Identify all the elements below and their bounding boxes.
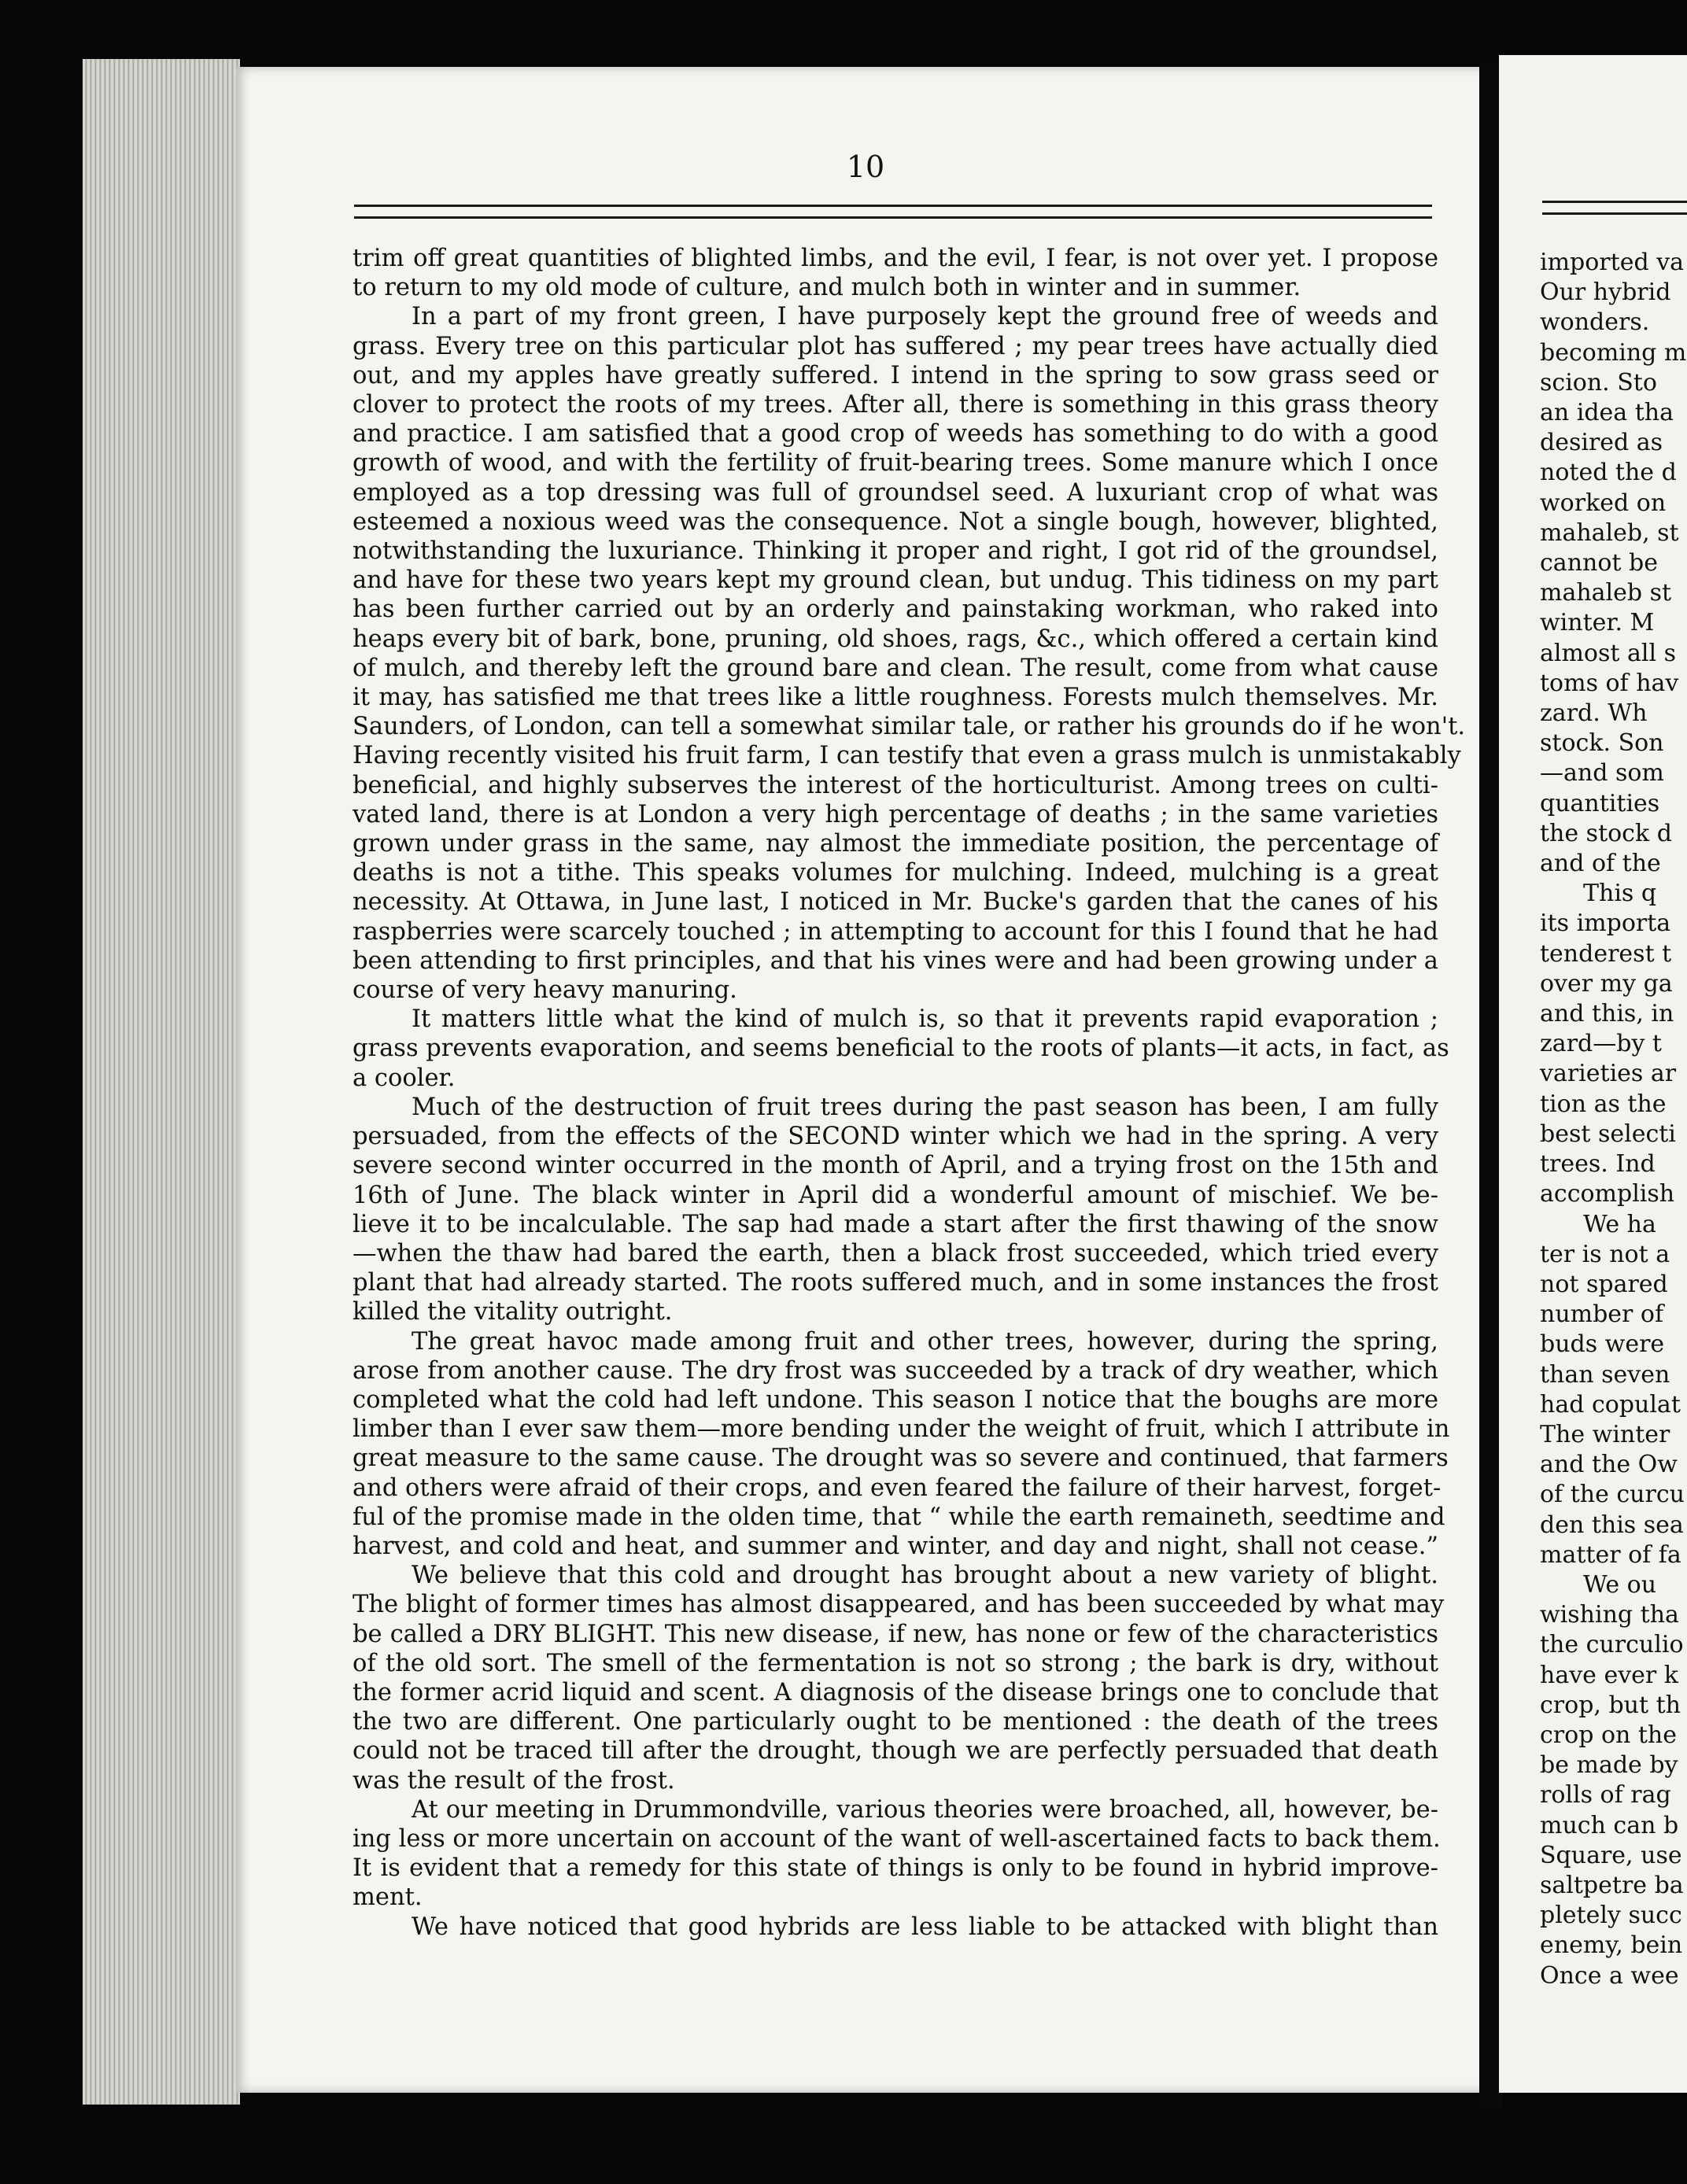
- text-line: clover to protect the roots of my trees. After all, there is something in this grass theory: [353, 391, 1438, 419]
- text-line: scion. Sto: [1540, 368, 1657, 397]
- text-line: raspberries were scarcely touched ; in attempting to account for this I found that he had: [353, 917, 1438, 946]
- text-line: saltpetre ba: [1540, 1871, 1684, 1899]
- text-line: noted the d: [1540, 459, 1677, 487]
- text-line: of the old sort. The smell of the fermentation is not so strong ; the bark is dry, without: [353, 1649, 1438, 1677]
- book-page-edges: [83, 59, 240, 2105]
- text-line: the two are different. One particularly ought to be mentioned : the death of the trees: [353, 1708, 1438, 1736]
- text-line: completed what the cold had left undone. This season I notice that the boughs are more: [353, 1385, 1438, 1414]
- text-line: winter. M: [1540, 609, 1655, 637]
- text-line: We ha: [1583, 1210, 1656, 1238]
- text-line: esteemed a noxious weed was the consequence. Not a single bough, however, blighted,: [353, 507, 1438, 536]
- text-line: and practice. I am satisfied that a good crop of weeds has something to do with a good: [353, 420, 1438, 448]
- text-line: We have noticed that good hybrids are less liable to be attacked with blight than: [412, 1913, 1438, 1941]
- text-line: tion as the: [1540, 1090, 1667, 1118]
- text-line: growth of wood, and with the fertility of fruit-bearing trees. Some manure which I once: [353, 449, 1438, 478]
- page-number: 10: [846, 149, 885, 184]
- text-line: toms of hav: [1540, 669, 1679, 697]
- text-line: varieties ar: [1540, 1060, 1677, 1088]
- text-line: buds were: [1540, 1330, 1665, 1359]
- text-line: Much of the destruction of fruit trees during the past season has been, I am fully: [412, 1093, 1438, 1121]
- text-line: We believe that this cold and drought has brought about a new variety of blight.: [412, 1562, 1438, 1590]
- text-line: limber than I ever saw them—more bending under the weight of fruit, which I attribute in: [353, 1415, 1450, 1444]
- text-line: The blight of former times has almost disappeared, and has been succeeded by what may: [353, 1591, 1445, 1619]
- right-header-double-rule: [1542, 201, 1687, 215]
- text-line: imported va: [1540, 249, 1685, 276]
- text-line: zard—by t: [1540, 1030, 1662, 1058]
- text-line: and have for these two years kept my ground clean, but undug. This tidiness on my part: [353, 566, 1438, 595]
- text-line: grass prevents evaporation, and seems beneficial to the roots of plants—it acts, in fact, as: [353, 1035, 1449, 1063]
- text-line: Once a wee: [1540, 1961, 1679, 1990]
- text-line: beneficial, and highly subserves the interest of the horticulturist. Among trees on culti-: [353, 771, 1438, 799]
- text-line: The winter: [1540, 1420, 1670, 1448]
- text-line: Having recently visited his fruit farm, I can testify that even a grass mulch is unmistakably: [353, 742, 1461, 770]
- text-line: an idea tha: [1540, 399, 1674, 427]
- text-line: out, and my apples have greatly suffered. I intend in the spring to sow grass seed or: [353, 361, 1438, 389]
- text-line: desired as: [1540, 429, 1663, 457]
- text-line: and this, in: [1540, 1000, 1674, 1028]
- text-line: crop on the: [1540, 1721, 1677, 1749]
- text-line: persuaded, from the effects of the SECOND winter which we had in the spring. A very: [353, 1123, 1438, 1151]
- text-line: arose from another cause. The dry frost was succeeded by a track of dry weather, which: [353, 1356, 1438, 1385]
- text-line: ter is not a: [1540, 1240, 1670, 1268]
- text-line: great measure to the same cause. The drought was so severe and continued, that farmers: [353, 1444, 1449, 1473]
- text-line: and others were afraid of their crops, and even feared the failure of their harvest, forget-: [353, 1474, 1442, 1502]
- text-line: den this sea: [1540, 1511, 1684, 1539]
- text-line: It is evident that a remedy for this state of things is only to be found in hybrid improve-: [353, 1854, 1438, 1883]
- text-line: was the result of the frost.: [353, 1766, 675, 1795]
- text-line: be called a DRY BLIGHT. This new disease, if new, has none or few of the characteristics: [353, 1620, 1438, 1648]
- text-line: and of the: [1540, 850, 1661, 878]
- text-line: matter of fa: [1540, 1540, 1681, 1569]
- text-line: cannot be: [1540, 549, 1658, 577]
- text-line: almost all s: [1540, 639, 1676, 667]
- text-line: wishing tha: [1540, 1601, 1679, 1629]
- text-line: harvest, and cold and heat, and summer and winter, and day and night, shall not cease.”: [353, 1532, 1438, 1560]
- text-line: stock. Son: [1540, 729, 1664, 758]
- text-line: vated land, there is at London a very high percentage of deaths ; in the same varieties: [353, 800, 1438, 828]
- text-line: grown under grass in the same, nay almost the immediate position, the percentage of: [353, 830, 1438, 858]
- text-line: its importa: [1540, 909, 1671, 938]
- text-line: heaps every bit of bark, bone, pruning, old shoes, rags, &c., which offered a certain kind: [353, 625, 1438, 653]
- text-line: zard. Wh: [1540, 699, 1648, 728]
- text-line: have ever k: [1540, 1661, 1678, 1689]
- text-line: ful of the promise made in the olden time, that “ while the earth remaineth, seedtime and: [353, 1503, 1445, 1531]
- text-line: In a part of my front green, I have purposely kept the ground free of weeds and: [412, 303, 1438, 331]
- text-line: lieve it to be incalculable. The sap had made a start after the first thawing of the snow: [353, 1210, 1438, 1238]
- text-line: been attending to first principles, and that his vines were and had been growing under a: [353, 946, 1438, 975]
- text-line: and the Ow: [1540, 1451, 1678, 1479]
- text-line: number of: [1540, 1300, 1664, 1329]
- text-line: worked on: [1540, 489, 1667, 517]
- left-page: [236, 67, 1495, 2093]
- text-line: best selecti: [1540, 1120, 1676, 1148]
- text-line: wonders.: [1540, 308, 1650, 337]
- text-line: It matters little what the kind of mulch is, so that it prevents rapid evaporation ;: [412, 1005, 1438, 1034]
- text-line: becoming m: [1540, 338, 1687, 367]
- text-line: notwithstanding the luxuriance. Thinking it proper and right, I got rid of the groundsel,: [353, 537, 1438, 566]
- text-line: Saunders, of London, can tell a somewhat similar tale, or rather his grounds do if he won't.: [353, 713, 1466, 741]
- text-line: At our meeting in Drummondville, various theories were broached, all, however, be-: [412, 1795, 1438, 1824]
- text-line: We ou: [1583, 1570, 1657, 1599]
- text-line: it may, has satisfied me that trees like a little roughness. Forests mulch themselves. Mr.: [353, 684, 1438, 712]
- text-line: employed as a top dressing was full of groundsel seed. A luxuriant crop of what was: [353, 478, 1438, 507]
- text-line: ment.: [353, 1883, 423, 1912]
- text-line: grass. Every tree on this particular plot has suffered ; my pear trees have actually died: [353, 332, 1438, 360]
- text-line: killed the vitality outright.: [353, 1298, 673, 1326]
- text-line: a cooler.: [353, 1064, 456, 1092]
- text-line: 16th of June. The black winter in April did a wonderful amount of mischief. We be-: [353, 1181, 1438, 1209]
- text-line: Our hybrid: [1540, 279, 1671, 307]
- text-line: This q: [1583, 880, 1657, 908]
- text-line: course of very heavy manuring.: [353, 976, 737, 1005]
- text-line: could not be traced till after the drought, though we are perfectly persuaded that death: [353, 1737, 1438, 1765]
- text-line: The great havoc made among fruit and other trees, however, during the spring,: [412, 1327, 1438, 1356]
- text-line: mahaleb st: [1540, 579, 1672, 607]
- text-line: rolls of rag: [1540, 1781, 1671, 1810]
- text-line: not spared: [1540, 1270, 1668, 1298]
- text-line: pletely succ: [1540, 1902, 1682, 1930]
- text-line: had copulat: [1540, 1390, 1681, 1418]
- text-line: enemy, bein: [1540, 1931, 1683, 1960]
- text-line: the curculio: [1540, 1631, 1684, 1659]
- right-page-partial: [1499, 55, 1687, 2093]
- text-line: —and som: [1540, 759, 1664, 788]
- text-line: ing less or more uncertain on account of the want of well-ascertained facts to back them.: [353, 1824, 1441, 1853]
- text-line: of mulch, and thereby left the ground bare and clean. The result, come from what cause: [353, 654, 1438, 682]
- text-line: be made by: [1540, 1751, 1678, 1780]
- right-page-body-text: [1540, 248, 1687, 1991]
- text-line: tenderest t: [1540, 939, 1672, 968]
- text-line: necessity. At Ottawa, in June last, I noticed in Mr. Bucke's garden that the canes of his: [353, 888, 1438, 917]
- text-line: —when the thaw had bared the earth, then a black frost succeeded, which tried every: [353, 1239, 1438, 1267]
- text-line: quantities: [1540, 789, 1660, 817]
- text-line: accomplish: [1540, 1180, 1675, 1208]
- text-line: than seven: [1540, 1360, 1670, 1389]
- header-double-rule: [354, 205, 1432, 219]
- text-line: of the curcu: [1540, 1481, 1685, 1509]
- text-line: crop, but th: [1540, 1691, 1681, 1719]
- text-line: deaths is not a tithe. This speaks volumes for mulching. Indeed, mulching is a great: [353, 859, 1438, 887]
- text-line: Square, use: [1540, 1841, 1682, 1869]
- text-line: the former acrid liquid and scent. A diagnosis of the disease brings one to conclude that: [353, 1678, 1438, 1706]
- text-line: over my ga: [1540, 969, 1673, 998]
- text-line: to return to my old mode of culture, and mulch both in winter and in summer.: [353, 274, 1301, 302]
- text-line: severe second winter occurred in the month of April, and a trying frost on the 15th and: [353, 1152, 1438, 1180]
- text-line: trees. Ind: [1540, 1150, 1656, 1179]
- text-line: much can b: [1540, 1811, 1679, 1839]
- text-line: plant that had already started. The roots suffered much, and in some instances the frost: [353, 1269, 1438, 1297]
- text-line: the stock d: [1540, 819, 1672, 847]
- text-line: trim off great quantities of blighted limbs, and the evil, I fear, is not over yet. I propose: [353, 245, 1438, 272]
- left-page-body-text: [353, 244, 1466, 1942]
- text-line: has been further carried out by an orderly and painstaking workman, who raked into: [353, 596, 1438, 624]
- text-line: mahaleb, st: [1540, 518, 1679, 547]
